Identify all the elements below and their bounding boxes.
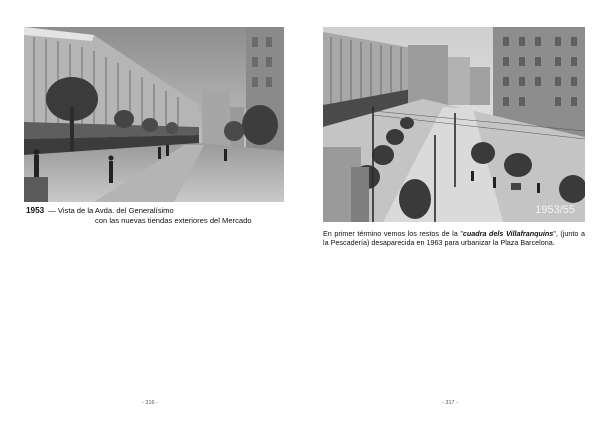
photo-caption-left (26, 206, 288, 226)
right-page (300, 0, 600, 424)
plaza-photo-image (323, 27, 585, 222)
caption-line-1: — Vista de la Avda. del Generalísimo (48, 206, 174, 215)
photo-caption-right (323, 229, 585, 248)
page-number-left: - 316 - (142, 400, 158, 406)
caption-text-part-2: ", (junto a la Pescadería) desaparecida en 1963 para urbanizar la Plaza Barcelona. (323, 229, 585, 248)
street-photo-1953-55 (323, 27, 585, 222)
street-photo-1953 (24, 27, 284, 202)
caption-year: 1953 (26, 206, 45, 215)
street-photo-image (24, 27, 284, 202)
caption-emphasis: cuadra dels Villafranquins (462, 229, 554, 238)
caption-text-part-1: En primer término vemos los restos de la " (323, 229, 463, 238)
photo-date-stamp: 1953/55 (535, 204, 575, 216)
caption-line-2: con las nuevas tiendas exteriores del Mercado (95, 216, 252, 225)
page-number-right: - 317 - (442, 400, 458, 406)
